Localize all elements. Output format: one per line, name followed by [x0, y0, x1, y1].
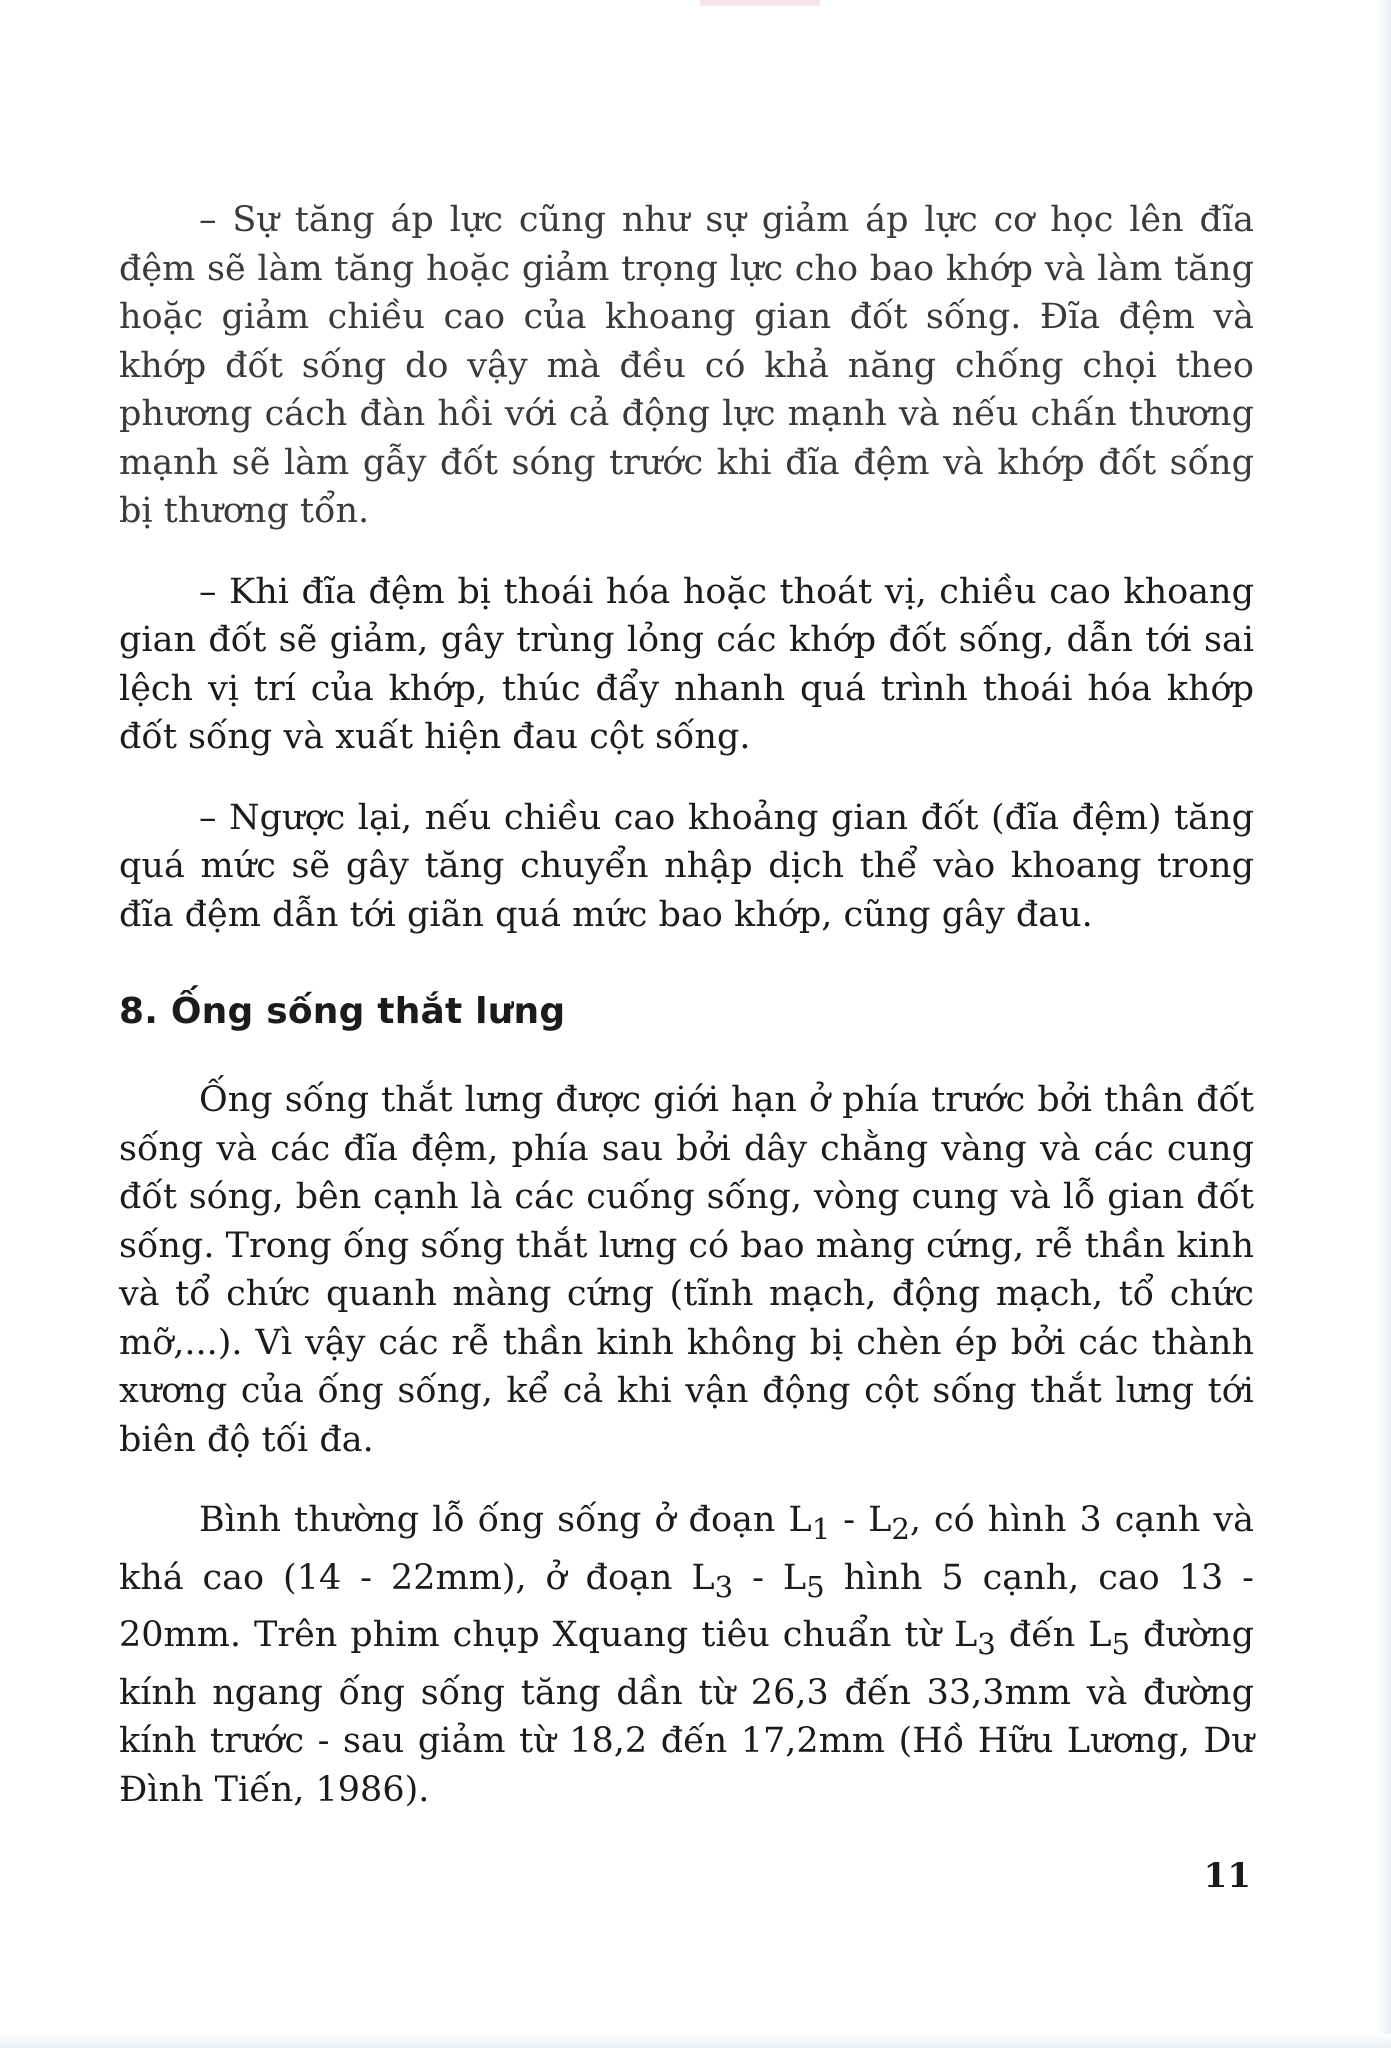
subscript: 5 — [806, 1569, 825, 1604]
section-heading: 8. Ống sống thắt lưng — [119, 991, 566, 1032]
text-run: Bình thường lỗ ống sống ở đoạn L — [199, 1500, 812, 1540]
paragraph-degeneration: – Khi đĩa đệm bị thoái hóa hoặc thoát vị, chiều cao khoang gian đốt sẽ giảm, gây trùng lỏng các khớp đốt sống, dẫn tới sai lệch vị trí của khớp, thúc đẩy nhanh quá trình thoái hóa khớp đốt sống và xuất hiện đau cột sống. — [119, 571, 1254, 757]
page-number: 11 — [1203, 1856, 1251, 1896]
page-body — [119, 196, 1254, 1814]
subscript: 5 — [1111, 1627, 1131, 1661]
subscript: 3 — [977, 1627, 996, 1661]
subscript: 2 — [891, 1512, 910, 1546]
paragraph-canal-dimensions — [119, 1496, 1254, 1814]
subscript: 3 — [714, 1569, 734, 1604]
subscript: 1 — [811, 1512, 831, 1546]
paragraph-spinal-canal: Ống sống thắt lưng được giới hạn ở phía trước bởi thân đốt sống và các đĩa đệm, phía sau bởi dây chằng vàng và các cung đốt sóng, bên cạnh là các cuống sống, vòng cung và lỗ gian đốt sống. Trong ống sống thắt lưng có bao màng cứng, rễ thần kinh và tổ chức quanh màng cứng (tĩnh mạch, động mạch, tổ chức mỡ,...). Vì vậy các rễ thần kinh không bị chèn ép bởi các thành xương của ống sống, kể cả khi vận động cột sống thắt lưng tới biên độ tối đa. — [119, 1080, 1254, 1460]
paragraph-height-increase: – Ngược lại, nếu chiều cao khoảng gian đốt (đĩa đệm) tăng quá mức sẽ gây tăng chuyển nhập dịch thể vào khoang trong đĩa đệm dẫn tới giãn quá mức bao khớp, cũng gây đau. — [119, 797, 1254, 935]
text-run: , có hình 3 cạnh và khá cao (14 - 22mm), ở đoạn L — [119, 1500, 1254, 1598]
text-run: hình 5 cạnh, cao 13 - 20mm. Trên phim chụp Xquang tiêu chuẩn từ L — [119, 1557, 1254, 1655]
scan-artifact — [700, 0, 820, 6]
text-run: - L — [733, 1557, 807, 1598]
text-run: đường kính ngang ống sống tăng dần từ 26,3 đến 33,3mm và đường kính trước - sau giảm từ 18,2 đến 17,2mm (Hồ Hữu Lương, Dư Đình Tiến, 1986). — [119, 1615, 1254, 1810]
page-edge-right — [1377, 0, 1391, 2048]
page-edge-bottom — [0, 2034, 1391, 2048]
text-run: - L — [830, 1500, 892, 1540]
paragraph-pressure: – Sự tăng áp lực cũng như sự giảm áp lực cơ học lên đĩa đệm sẽ làm tăng hoặc giảm trọng lực cho bao khớp và làm tăng hoặc giảm chiều cao của khoang gian đốt sống. Đĩa đệm và khớp đốt sống do vậy mà đều có khả năng chống chọi theo phương cách đàn hồi với cả động lực mạnh và nếu chấn thương mạnh sẽ làm gẫy đốt sóng trước khi đĩa đệm và khớp đốt sống bị thương tổn. — [119, 200, 1254, 531]
text-run: đến L — [995, 1615, 1112, 1655]
